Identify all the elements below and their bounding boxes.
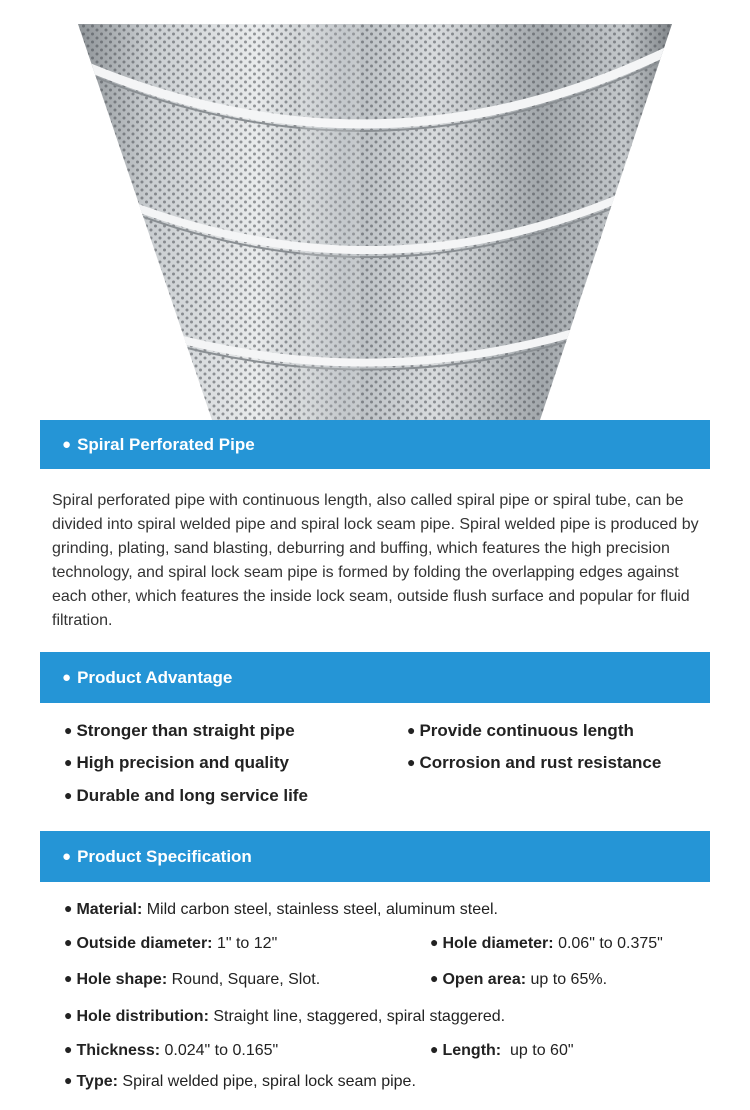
spec-label: Hole distribution:: [76, 1008, 209, 1025]
spec-label: Thickness:: [76, 1042, 161, 1059]
bullet-icon: ●: [62, 436, 72, 453]
section-banner-product-advantage: [40, 652, 710, 703]
spec-hole-diameter: [430, 935, 663, 953]
advantage-text: Stronger than straight pipe: [76, 721, 295, 740]
bullet-icon: ●: [62, 669, 72, 686]
section-title: Product Specification: [77, 846, 252, 866]
bullet-icon: ●: [430, 934, 439, 950]
bullet-icon: ●: [407, 754, 416, 770]
bullet-icon: ●: [430, 1041, 439, 1057]
spec-hole-distribution: [64, 1008, 505, 1026]
spec-value: up to 65%.: [530, 971, 608, 988]
spec-material: [64, 901, 498, 919]
spec-length: [430, 1042, 574, 1060]
advantage-item: [64, 753, 289, 773]
bullet-icon: ●: [62, 848, 72, 865]
spec-label: Hole shape:: [76, 971, 168, 988]
advantage-item: [407, 721, 634, 741]
spec-value: Mild carbon steel, stainless steel, aluminum steel.: [146, 901, 498, 918]
advantage-text: High precision and quality: [76, 753, 289, 772]
bullet-icon: ●: [64, 754, 73, 770]
spec-label: Material:: [76, 901, 143, 918]
bullet-icon: ●: [64, 1072, 73, 1088]
advantage-text: Durable and long service life: [76, 786, 308, 805]
bullet-icon: ●: [64, 1007, 73, 1023]
spec-label: Length:: [442, 1042, 502, 1059]
section-banner-spiral-perforated-pipe: [40, 420, 710, 469]
product-image: [0, 0, 750, 420]
advantage-item: [64, 721, 295, 741]
bullet-icon: ●: [64, 722, 73, 738]
bullet-icon: ●: [64, 934, 73, 950]
bullet-icon: ●: [407, 722, 416, 738]
spec-value: 1" to 12": [216, 935, 278, 952]
spec-value: Straight line, staggered, spiral staggered.: [213, 1008, 506, 1025]
bullet-icon: ●: [64, 787, 73, 803]
bullet-icon: ●: [64, 900, 73, 916]
spec-open-area: [430, 971, 607, 989]
bullet-icon: ●: [64, 970, 73, 986]
advantage-item: [64, 786, 308, 806]
section-title: Product Advantage: [77, 667, 233, 687]
description-paragraph: Spiral perforated pipe with continuous length, also called spiral pipe or spiral tube, can be divided into spiral welded pipe and spiral lock seam pipe. Spiral welded pipe is produced by grinding, plating, sand blasting, deburring and buffing, which features the high precision technology, and spiral lock seam pipe is formed by folding the overlapping edges against each other, which features the inside lock seam, outside flush surface and popular for fluid filtration.: [52, 492, 699, 629]
spec-value: 0.024" to 0.165": [164, 1042, 279, 1059]
advantage-item: [407, 753, 661, 773]
spec-type: [64, 1073, 416, 1091]
bullet-icon: ●: [64, 1041, 73, 1057]
bullet-icon: ●: [430, 970, 439, 986]
spec-hole-shape: [64, 971, 320, 989]
spec-label: Type:: [76, 1073, 118, 1090]
spec-value: up to 60": [505, 1042, 574, 1059]
spec-value: Spiral welded pipe, spiral lock seam pipe.: [122, 1073, 416, 1090]
section-title: Spiral Perforated Pipe: [77, 434, 255, 454]
spec-outside-diameter: [64, 935, 277, 953]
spec-label: Open area:: [442, 971, 527, 988]
perforated-pipe-illustration: [0, 0, 750, 420]
spec-thickness: [64, 1042, 278, 1060]
advantage-text: Corrosion and rust resistance: [419, 753, 662, 772]
spec-label: Hole diameter:: [442, 935, 554, 952]
section-banner-product-specification: [40, 831, 710, 882]
advantage-text: Provide continuous length: [419, 721, 634, 740]
spec-label: Outside diameter:: [76, 935, 213, 952]
spec-value: Round, Square, Slot.: [171, 971, 321, 988]
spec-value: 0.06" to 0.375": [558, 935, 663, 952]
